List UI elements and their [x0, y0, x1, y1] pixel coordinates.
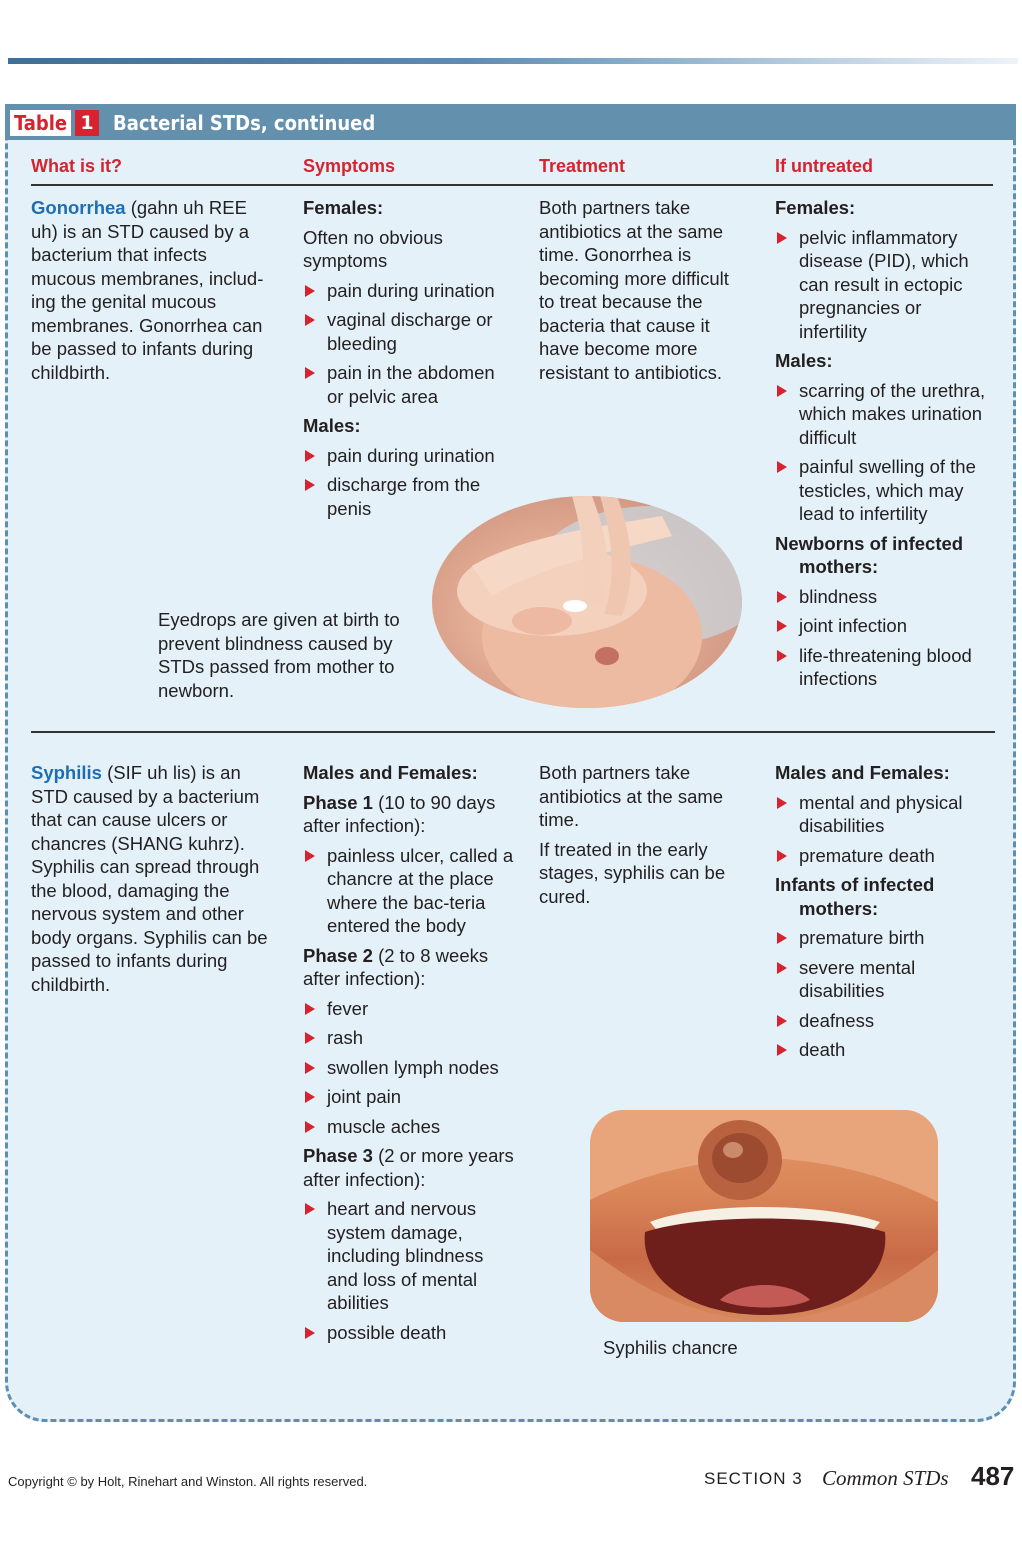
- syphilis-untreated-label: Males and Females:: [775, 762, 950, 783]
- list-item: premature death: [775, 844, 993, 868]
- untreated-newborns-list: [775, 585, 993, 691]
- syphilis-symptoms-label: Males and Females:: [303, 762, 478, 783]
- eyedrops-photo: [432, 496, 742, 708]
- list-item: heart and nervous system damage, including blindness and loss of mental abilities: [303, 1197, 515, 1315]
- symptoms-females-list: [303, 279, 515, 409]
- list-item: vaginal discharge or bleeding: [303, 308, 515, 355]
- syphilis-untreated: [775, 761, 993, 1068]
- phase3-list: [303, 1197, 515, 1344]
- list-item: pain in the abdomen or pelvic area: [303, 361, 515, 408]
- syphilis-desc-text: (SIF uh lis) is an STD caused by a bacterium that can cause ulcers or chancres (SHANG kuhrz). Syphilis can spread through the blood, damaging the nervous system and other body organs. Syphilis can be passed to infants during childbirth.: [31, 762, 268, 995]
- gonorrhea-untreated: [775, 196, 993, 697]
- section-label: SECTION 3: [704, 1469, 803, 1488]
- phase1-label: Phase 1: [303, 791, 373, 813]
- list-item: scarring of the urethra, which makes urination difficult: [775, 379, 993, 450]
- gonorrhea-treatment: Both partners take antibiotics at the same time. Gonorrhea is becoming more difficult to treat because the bacteria that cause it have become more resistant to antibiotics.: [539, 197, 729, 383]
- eyedrops-caption: Eyedrops are given at birth to prevent blindness caused by STDs passed from mother to newborn.: [158, 609, 400, 701]
- column-header-symptoms: Symptoms: [303, 156, 396, 176]
- untreated-males-label: Males:: [775, 350, 833, 371]
- phase2-desc: (2 to 8 weeks after infection):: [303, 944, 489, 989]
- syphilis-chancre-photo: [590, 1110, 938, 1322]
- syphilis-treatment-1: Both partners take antibiotics at the same time.: [539, 762, 724, 830]
- phase3-heading: [303, 1144, 515, 1191]
- page-number: 487: [971, 1461, 1015, 1491]
- phase1-heading: [303, 791, 515, 838]
- syphilis-untreated-list: [775, 791, 993, 868]
- list-item: discharge from the penis: [303, 473, 515, 520]
- list-item: fever: [303, 997, 515, 1021]
- list-item: painless ulcer, called a chancre at the place where the bac-teria entered the body: [303, 844, 515, 938]
- symptoms-males-label: Males:: [303, 415, 361, 436]
- syphilis-symptoms: [303, 761, 515, 1350]
- copyright-notice: Copyright © by Holt, Rinehart and Winston. All rights reserved.: [8, 1474, 368, 1489]
- phase2-heading: [303, 944, 515, 991]
- list-item: swollen lymph nodes: [303, 1056, 515, 1080]
- untreated-males-list: [775, 379, 993, 526]
- column-header-treatment: Treatment: [539, 156, 626, 176]
- table-number: 1: [75, 110, 99, 136]
- list-item: pelvic inflammatory disease (PID), which can result in ectopic pregnancies or infertility: [775, 226, 993, 344]
- syphilis-treatment-2: If treated in the early stages, syphilis can be cured.: [539, 838, 726, 907]
- chancre-caption: Syphilis chancre: [603, 1337, 738, 1358]
- gonorrhea-term: Gonorrhea: [31, 197, 126, 218]
- phase3-label: Phase 3: [303, 1145, 373, 1166]
- gonorrhea-description: [31, 196, 276, 384]
- gonorrhea-desc-text: (gahn uh REE uh) is an STD caused by a bacterium that infects mucous membranes, includ-ing the genital mucous membranes. Gonorrhea can be passed to infants during childbirth.: [31, 197, 264, 383]
- list-item: life-threatening blood infections: [775, 644, 993, 691]
- top-accent-bar: [8, 58, 1018, 64]
- untreated-females-label: Females:: [775, 197, 856, 218]
- list-item: severe mental disabilities: [775, 956, 993, 1003]
- syphilis-infants-label: Infants of infected mothers:: [775, 874, 935, 919]
- gonorrhea-symptoms: [303, 196, 515, 526]
- list-item: premature birth: [775, 926, 993, 950]
- chancre-illustration: [590, 1110, 938, 1322]
- column-header-what: What is it?: [31, 156, 122, 176]
- phase3-desc: (2 or more years after infection):: [303, 1145, 514, 1190]
- list-item: joint pain: [303, 1085, 515, 1109]
- row-divider: [31, 731, 995, 733]
- symptoms-females-note: Often no obvious symptoms: [303, 226, 443, 271]
- list-item: joint infection: [775, 614, 993, 638]
- list-item: muscle aches: [303, 1115, 515, 1139]
- section-topic: Common STDs: [822, 1466, 949, 1490]
- column-header-untreated: If untreated: [775, 156, 874, 176]
- list-item: blindness: [775, 585, 993, 609]
- phase1-list: [303, 844, 515, 938]
- phase2-label: Phase 2: [303, 944, 373, 966]
- list-item: pain during urination: [303, 444, 515, 468]
- list-item: possible death: [303, 1321, 515, 1345]
- table-title: Bacterial STDs, continued: [113, 111, 376, 135]
- untreated-females-list: [775, 226, 993, 344]
- syphilis-infants-list: [775, 926, 993, 1062]
- phase1-desc: (10 to 90 days after infection):: [303, 791, 496, 836]
- list-item: painful swelling of the testicles, which may lead to infertility: [775, 455, 993, 526]
- eyedrops-illustration: [432, 496, 742, 708]
- symptoms-females-label: Females:: [303, 197, 384, 218]
- untreated-newborns-label: Newborns of infected mothers:: [775, 532, 964, 577]
- syphilis-description: [31, 761, 276, 996]
- list-item: pain during urination: [303, 279, 515, 303]
- list-item: rash: [303, 1026, 515, 1050]
- syphilis-treatment: [539, 761, 749, 914]
- table-label: Table: [10, 110, 71, 136]
- phase2-list: [303, 997, 515, 1139]
- list-item: deafness: [775, 1009, 993, 1033]
- list-item: death: [775, 1038, 993, 1062]
- symptoms-males-list: [303, 444, 515, 521]
- syphilis-term: Syphilis: [31, 762, 102, 783]
- list-item: mental and physical disabilities: [775, 791, 993, 838]
- header-rule: [31, 184, 993, 186]
